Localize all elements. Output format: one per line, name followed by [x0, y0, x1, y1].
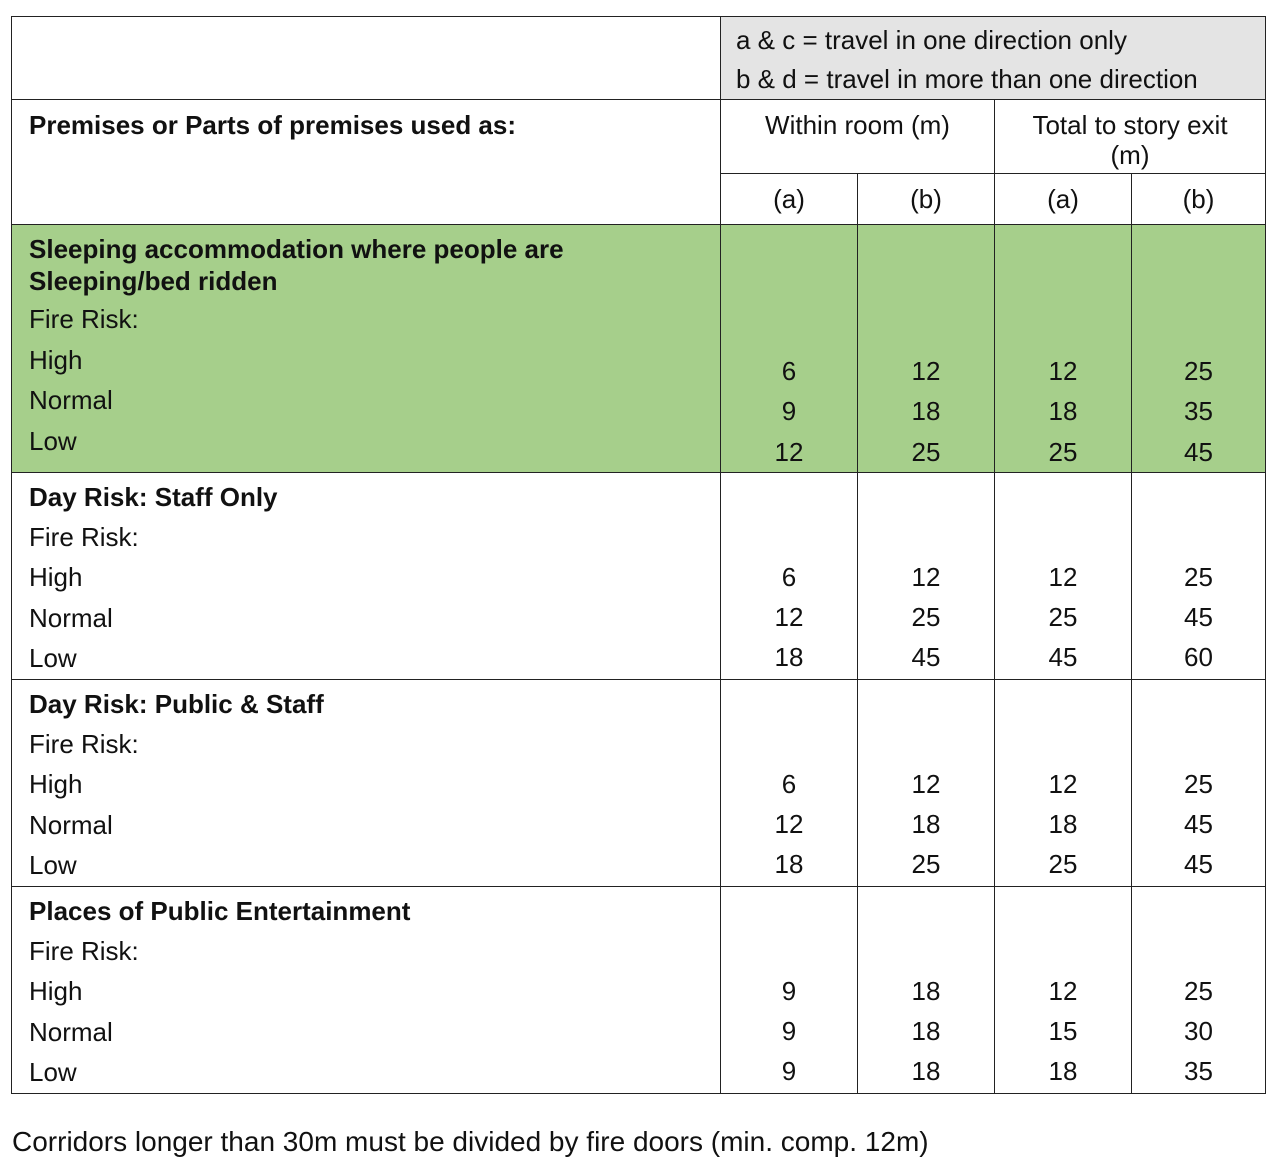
value-cell: 25 — [1184, 561, 1213, 592]
corridor-footnote: Corridors longer than 30m must be divided by fire doors (min. comp. 12m) — [12, 1126, 929, 1157]
value-cell: 9 — [781, 1016, 797, 1047]
value-cell: 18 — [911, 975, 941, 1006]
within-a-values — [721, 472, 858, 679]
value-cell: 45 — [1184, 809, 1213, 840]
value-cell: 18 — [911, 396, 941, 427]
section-day-public-staff — [12, 679, 1266, 886]
legend-row — [12, 17, 1266, 100]
value-cell: 25 — [1048, 602, 1078, 633]
value-cell: 12 — [774, 809, 804, 840]
sub-header-total-b: (b) — [1132, 174, 1266, 225]
section-label-cell — [12, 472, 721, 679]
value-cell: 12 — [1048, 561, 1078, 592]
total-b-values — [1132, 225, 1266, 473]
value-cell: 12 — [911, 356, 941, 386]
value-cell: 45 — [1184, 849, 1213, 880]
total-a-values — [995, 225, 1132, 473]
within-b-values — [858, 472, 995, 679]
total-to-exit-header — [995, 100, 1266, 174]
legend-empty-cell — [12, 17, 721, 100]
value-cell: 18 — [1048, 396, 1078, 427]
within-a-values — [721, 225, 858, 473]
fire-risk-label: Fire Risk: — [29, 935, 139, 966]
value-cell: 15 — [1048, 1016, 1078, 1047]
within-b-values — [858, 225, 995, 473]
risk-level-low: Low — [29, 643, 77, 674]
value-cell: 18 — [1048, 1056, 1078, 1087]
value-cell: 9 — [781, 975, 797, 1006]
value-cell: 12 — [1048, 768, 1078, 799]
value-cell: 18 — [911, 1016, 941, 1047]
total-to-exit-label: Total to story exit (m) — [1032, 110, 1228, 170]
risk-level-normal: Normal — [29, 809, 113, 840]
risk-level-normal: Normal — [29, 602, 113, 633]
value-cell: 18 — [774, 849, 804, 880]
value-cell: 30 — [1184, 1016, 1213, 1047]
sub-header-within-a: (a) — [721, 174, 858, 225]
within-b-values — [858, 886, 995, 1093]
value-cell: 25 — [1048, 436, 1078, 467]
risk-level-low: Low — [29, 425, 77, 456]
value-cell: 9 — [781, 1056, 797, 1087]
value-cell: 45 — [1048, 642, 1078, 673]
value-cell: 9 — [781, 396, 797, 427]
section-title: Day Risk: Staff Only — [29, 481, 278, 512]
value-cell: 12 — [911, 768, 941, 799]
legend-cell — [721, 17, 1266, 100]
value-cell: 12 — [774, 602, 804, 633]
total-a-values — [995, 679, 1132, 886]
value-cell: 6 — [781, 561, 797, 592]
section-sleeping — [12, 225, 1266, 473]
value-cell: 60 — [1184, 642, 1213, 673]
value-cell: 18 — [1048, 809, 1078, 840]
travel-distance-table — [11, 16, 1266, 1094]
value-cell: 25 — [911, 602, 941, 633]
value-cell: 25 — [911, 849, 941, 880]
sub-header-total-a: (a) — [995, 174, 1132, 225]
premises-header: Premises or Parts of premises used as: — [12, 100, 721, 225]
within-a-values — [721, 679, 858, 886]
section-label-cell — [12, 679, 721, 886]
risk-level-high: High — [29, 976, 83, 1007]
total-b-values — [1132, 886, 1266, 1093]
value-cell: 6 — [781, 356, 797, 386]
section-title: Sleeping accommodation where people are — [29, 234, 564, 264]
header-row — [12, 100, 1266, 174]
fire-risk-label: Fire Risk: — [29, 304, 139, 334]
risk-level-low: Low — [29, 1057, 77, 1088]
risk-level-high: High — [29, 562, 83, 593]
value-cell: 18 — [911, 1056, 941, 1087]
section-public-entertainment — [12, 886, 1266, 1093]
section-title-line2: Sleeping/bed ridden — [29, 266, 278, 296]
value-cell: 25 — [911, 436, 941, 467]
value-cell: 12 — [774, 436, 804, 467]
legend-line-ac: a & c = travel in one direction only — [736, 25, 1127, 55]
value-cell: 35 — [1184, 1056, 1213, 1087]
value-cell: 25 — [1048, 849, 1078, 880]
value-cell: 45 — [1184, 436, 1213, 467]
section-title: Places of Public Entertainment — [29, 895, 411, 926]
within-a-values — [721, 886, 858, 1093]
value-cell: 12 — [911, 561, 941, 592]
risk-level-high: High — [29, 769, 83, 800]
value-cell: 12 — [1048, 356, 1078, 386]
total-b-values — [1132, 679, 1266, 886]
value-cell: 18 — [774, 642, 804, 673]
within-b-values — [858, 679, 995, 886]
risk-level-normal: Normal — [29, 1016, 113, 1047]
legend-line-bd: b & d = travel in more than one direction — [736, 64, 1198, 94]
value-cell: 25 — [1184, 768, 1213, 799]
fire-risk-label: Fire Risk: — [29, 521, 139, 552]
total-b-values — [1132, 472, 1266, 679]
value-cell: 6 — [781, 768, 797, 799]
value-cell: 18 — [911, 809, 941, 840]
section-label-cell — [12, 225, 721, 473]
value-cell: 45 — [911, 642, 941, 673]
risk-level-normal: Normal — [29, 385, 113, 415]
risk-level-low: Low — [29, 850, 77, 881]
within-room-header: Within room (m) — [721, 100, 995, 174]
section-title: Day Risk: Public & Staff — [29, 688, 324, 719]
total-a-values — [995, 472, 1132, 679]
fire-risk-label: Fire Risk: — [29, 728, 139, 759]
section-label-cell — [12, 886, 721, 1093]
risk-level-high: High — [29, 344, 83, 375]
value-cell: 12 — [1048, 975, 1078, 1006]
value-cell: 35 — [1184, 396, 1213, 427]
value-cell: 25 — [1184, 356, 1213, 386]
value-cell: 45 — [1184, 602, 1213, 633]
value-cell: 25 — [1184, 975, 1213, 1006]
total-a-values — [995, 886, 1132, 1093]
section-day-staff — [12, 472, 1266, 679]
sub-header-within-b: (b) — [858, 174, 995, 225]
